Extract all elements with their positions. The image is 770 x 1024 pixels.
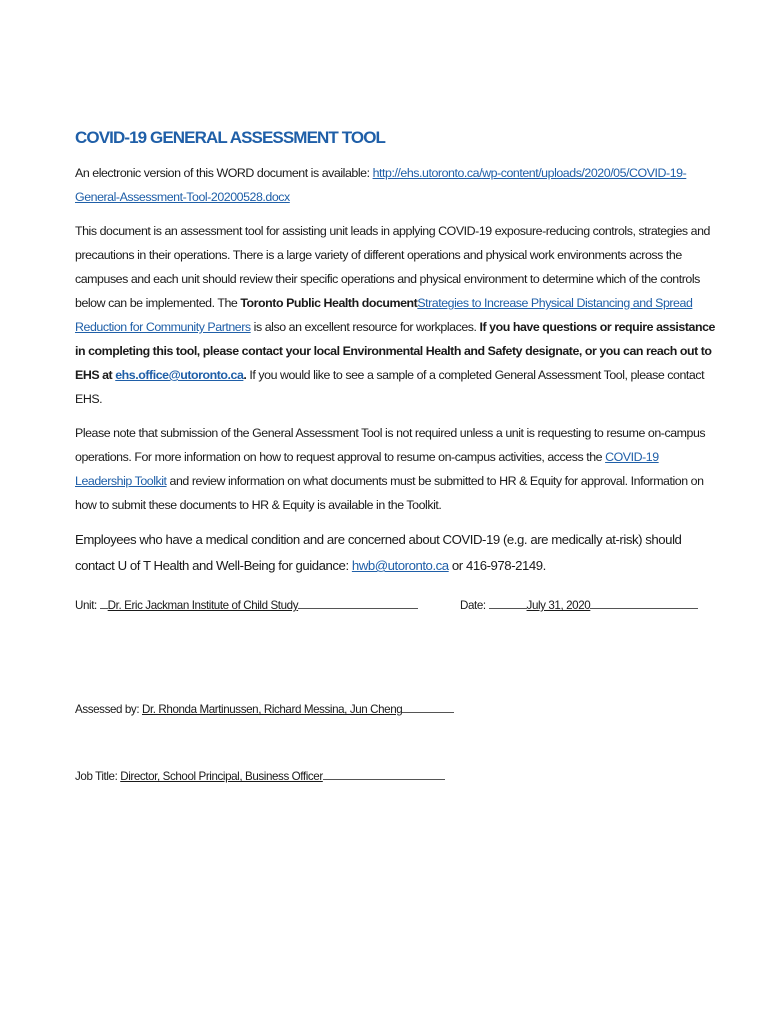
date-rule-right bbox=[590, 598, 698, 609]
tph-strategies-link[interactable]: Strategies to Increase Physical Distancing and Spread Reduction for Community Partners bbox=[75, 296, 693, 334]
ehs-period: . bbox=[243, 368, 247, 382]
ehs-email-link[interactable]: ehs.office@utoronto.ca bbox=[115, 368, 244, 382]
submission-text: Please note that submission of the General Assessment Tool is not required unless a unit is requesting to resume on-campus operations. For more information on how to request approval to resume on-campus activities, access the bbox=[75, 426, 706, 464]
sample-request-text: If you would like to see a sample of a completed General Assessment Tool, please contact EHS. bbox=[75, 368, 705, 406]
unit-rule-left bbox=[100, 598, 108, 609]
document-download-link[interactable]: http://ehs.utoronto.ca/wp-content/uploads/2020/05/COVID-19-General-Assessment-Tool-20200528.docx bbox=[75, 166, 687, 204]
hwb-email-link[interactable]: hwb@utoronto.ca bbox=[351, 558, 449, 573]
ehs-contact-text: If you have questions or require assistance in completing this tool, please contact your local Environmental Health and Safety designate, or you can reach out to EHS at bbox=[75, 320, 715, 382]
unit-value[interactable]: Dr. Eric Jackman Institute of Child Study bbox=[107, 599, 299, 612]
page-title: COVID-19 GENERAL ASSESSMENT TOOL bbox=[75, 128, 385, 147]
date-field[interactable] bbox=[460, 598, 698, 612]
date-label: Date: bbox=[460, 599, 486, 612]
description-paragraph bbox=[75, 219, 715, 411]
health-phone-text: or 416-978-2149. bbox=[448, 558, 546, 573]
assessed-by-field[interactable] bbox=[75, 702, 454, 716]
job-title-rule bbox=[323, 769, 445, 780]
intro-paragraph bbox=[75, 161, 715, 209]
submission-paragraph bbox=[75, 421, 715, 517]
document-body bbox=[75, 127, 715, 589]
assessed-by-rule bbox=[402, 702, 454, 713]
unit-rule-right bbox=[298, 598, 418, 609]
date-value[interactable]: July 31, 2020 bbox=[526, 599, 591, 612]
unit-label: Unit: bbox=[75, 599, 97, 612]
job-title-label: Job Title: bbox=[75, 770, 118, 783]
leadership-toolkit-link[interactable]: COVID-19 Leadership Toolkit bbox=[75, 450, 659, 488]
tph-document-label: Toronto Public Health document bbox=[240, 296, 418, 310]
description-text: This document is an assessment tool for assisting unit leads in applying COVID-19 exposure-reducing controls, strategies and precautions in their operations. There is a large variety of different operations and physical work environments across the campuses and each unit should review their specific operations and physical environment to determine which of the controls below can be implemented. The bbox=[75, 224, 710, 310]
resource-text: is also an excellent resource for workplaces. bbox=[250, 320, 480, 334]
unit-field[interactable] bbox=[75, 598, 418, 612]
job-title-field[interactable] bbox=[75, 769, 445, 783]
intro-text: An electronic version of this WORD document is available: bbox=[75, 166, 373, 180]
submission-text-2: and review information on what documents must be submitted to HR & Equity for approval. Information on how to submit these documents to HR & Equity is available in the Toolkit. bbox=[75, 474, 704, 512]
health-text: Employees who have a medical condition and are concerned about COVID-19 (e.g. are medically at-risk) should contact U of T Health and Well-Being for guidance: bbox=[75, 532, 682, 573]
job-title-value[interactable]: Director, School Principal, Business Officer bbox=[120, 770, 323, 783]
date-rule-left bbox=[489, 598, 527, 609]
health-paragraph bbox=[75, 527, 715, 579]
assessed-by-value[interactable]: Dr. Rhonda Martinussen, Richard Messina, Jun Cheng bbox=[141, 703, 403, 716]
assessed-by-label: Assessed by: bbox=[75, 703, 140, 716]
